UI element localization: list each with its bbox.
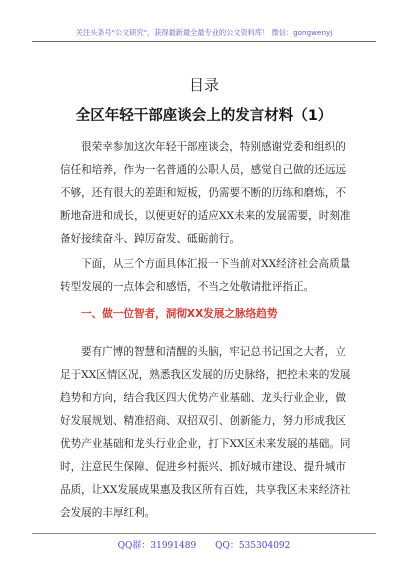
paragraph-line: 很荣幸参加这次年轻干部座谈会，特别感谢党委和组织的: [81, 141, 346, 153]
footer: [0, 538, 408, 551]
footer-qq-group: QQ群：31991489: [117, 541, 197, 551]
intro-paragraph: [60, 136, 360, 251]
paragraph-line: 要有广博的智慧和清醒的头脑，牢记总书记国之大者，立: [81, 346, 346, 358]
paragraph-line: 转型发展的一点体会和感悟，不当之处敬请批评指正。: [60, 281, 315, 293]
paragraph-line: 断地奋进和成长，以便更好的适应XX未来的发展需要，时刻准: [60, 210, 351, 222]
header-banner: 关注头条号"公文研究"，获得最新最全最专业的公文资料库！ 微信：gongwenyj: [75, 28, 333, 37]
paragraph-line: 备好接续奋斗、踔厉奋发、砥砺前行。: [60, 233, 241, 245]
paragraph-line: 足于XX区情区况，熟悉我区发展的历史脉络，把控未来的发展: [60, 369, 351, 381]
paragraph-line: 品质，让XX发展成果惠及我区所有百姓，共享我区未来经济社: [60, 484, 351, 496]
paragraph-line: 趋势和方向，结合我区四大优势产业基础、龙头行业企业，做: [60, 392, 347, 404]
header-divider: [32, 41, 376, 42]
footer-qq: QQ：535304092: [215, 541, 291, 551]
section-heading: 一、做一位智者，洞彻XX发展之脉络趋势: [81, 308, 278, 320]
footer-divider: [32, 533, 376, 534]
second-paragraph: [60, 253, 360, 299]
document-title: 全区年轻干部座谈会上的发言材料（1）: [75, 108, 333, 124]
toc-title: 目录: [188, 76, 219, 94]
paragraph-line: 优势产业基础和龙头行业企业，打下XX区未来发展的基础。同: [60, 438, 351, 450]
paragraph-line: 信任和培养，作为一名普通的公职人员，感觉自己做的还远远: [60, 164, 347, 176]
section-paragraph: [60, 341, 360, 525]
paragraph-line: 不够，还有很大的差距和短板，仍需要不断的历练和磨炼，不: [60, 187, 347, 199]
paragraph-line: 好发展规划、精准招商、双招双引、创新能力，努力形成我区: [60, 415, 347, 427]
paragraph-line: 时，注意民生保障、促进乡村振兴、抓好城市建设、提升城市: [60, 461, 347, 473]
paragraph-line: 会发展的丰厚红利。: [60, 507, 156, 519]
paragraph-line: 下面，从三个方面具体汇报一下当前对XX经济社会高质量: [81, 258, 351, 270]
